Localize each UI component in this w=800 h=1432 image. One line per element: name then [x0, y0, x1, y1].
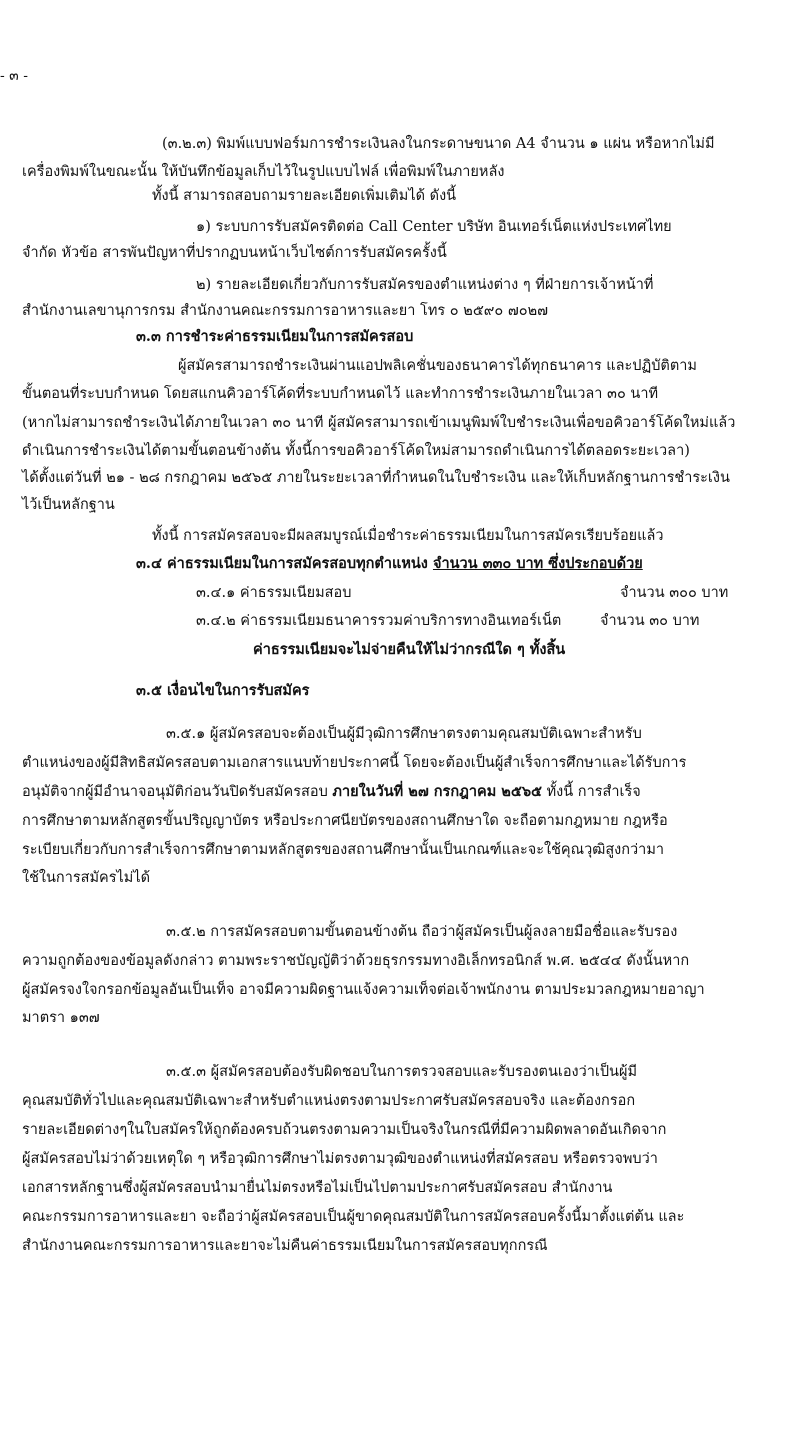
- inquiry-item-1-line-1: ๑) ระบบการรับสมัครติดต่อ Call Center บริษัท อินเทอร์เน็ตแห่งประเทศไทย: [196, 219, 672, 235]
- fee-nonrefundable-note: ค่าธรรมเนียมจะไม่จ่ายคืนให้ไม่ว่ากรณีใด ๆ ทั้งสิ้น: [253, 641, 566, 658]
- paragraph-3-5-2-line: ความถูกต้องของข้อมูลดังกล่าว ตามพระราชบัญญัติว่าด้วยธุรกรรมทางอิเล็กทรอนิกส์ พ.ศ. ๒๕๔๔ ดังนั้นหาก: [22, 953, 690, 969]
- paragraph-3-5-2-line: ๓.๕.๒ การสมัครสอบตามขั้นตอนข้างต้น ถือว่าผู้สมัครเป็นผู้ลงลายมือชื่อและรับรอง: [166, 924, 678, 940]
- inquiry-intro: ทั้งนี้ สามารถสอบถามรายละเอียดเพิ่มเติมได้ ดังนี้: [152, 188, 457, 204]
- paragraph-3-5-1-line: ระเบียบเกี่ยวกับการสำเร็จการศึกษาตามหลักสูตรของสถานศึกษานั้นเป็นเกณฑ์และจะใช้คุณวุฒิสูงกว่ามา: [22, 842, 665, 858]
- section-3-3-heading: ๓.๓ การชำระค่าธรรมเนียมในการสมัครสอบ: [136, 328, 414, 345]
- section-3-3-completion: ทั้งนี้ การสมัครสอบจะมีผลสมบูรณ์เมื่อชำระค่าธรรมเนียมในการสมัครเรียบร้อยแล้ว: [152, 528, 664, 544]
- paragraph-3-5-2-line: มาตรา ๑๓๗: [22, 1010, 100, 1026]
- application-deadline: ภายในวันที่ ๒๗ กรกฎาคม ๒๕๖๕: [332, 783, 543, 800]
- fee-item-label: ๓.๔.๒ ค่าธรรมเนียมธนาคารรวมค่าบริการทางอินเทอร์เน็ต: [196, 613, 562, 629]
- section-3-4-heading-amount: จำนวน ๓๓๐ บาท ซึ่งประกอบด้วย: [432, 555, 643, 572]
- paragraph-3-5-1-line: ๓.๕.๑ ผู้สมัครสอบจะต้องเป็นผู้มีวุฒิการศึกษาตรงตามคุณสมบัติเฉพาะสำหรับ: [166, 726, 642, 742]
- paragraph-3-5-1-line: ตำแหน่งของผู้มีสิทธิสมัครสอบตามเอกสารแนบท้ายประกาศนี้ โดยจะต้องเป็นผู้สำเร็จการศึกษาและได้รับการ: [22, 755, 687, 771]
- paragraph-3-5-3-line: รายละเอียดต่างๆในใบสมัครให้ถูกต้องครบถ้วนตรงตามความเป็นจริงในกรณีที่มีความผิดพลาดอันเกิดจาก: [22, 1122, 667, 1138]
- section-3-3-line: ได้ตั้งแต่วันที่ ๒๑ - ๒๘ กรกฎาคม ๒๕๖๕ ภายในระยะเวลาที่กำหนดในใบชำระเงิน และให้เก็บหลักฐานการชำระเงิน: [22, 470, 730, 486]
- inquiry-item-2-line-2: สำนักงานเลขานุการกรม สำนักงานคณะกรรมการอาหารและยา โทร ๐ ๒๕๙๐ ๗๐๒๗: [22, 303, 549, 319]
- page-number: - ๓ -: [0, 68, 28, 84]
- paragraph-3-5-1-line: [22, 782, 641, 802]
- inquiry-item-1-line-2: จำกัด หัวข้อ สารพันปัญหาที่ปรากฏบนหน้าเว็บไซต์การรับสมัครครั้งนี้: [22, 245, 447, 261]
- paragraph-3-5-1-text: อนุมัติจากผู้มีอำนาจอนุมัติก่อนวันปิดรับสมัครสอบ: [22, 784, 333, 800]
- paragraph-3-5-1-text: ทั้งนี้ การสำเร็จ: [542, 784, 641, 800]
- paragraph-3-2-3-line-2: เครื่องพิมพ์ในขณะนั้น ให้บันทึกข้อมูลเก็บไว้ในรูปแบบไฟล์ เพื่อพิมพ์ในภายหลัง: [22, 164, 505, 180]
- section-3-3-line: ผู้สมัครสามารถชำระเงินผ่านแอปพลิเคชั่นของธนาคารได้ทุกธนาคาร และปฏิบัติตาม: [178, 358, 697, 374]
- inquiry-item-2-line-1: ๒) รายละเอียดเกี่ยวกับการรับสมัครของตำแหน่งต่าง ๆ ที่ฝ่ายการเจ้าหน้าที่: [196, 277, 654, 293]
- paragraph-3-5-3-line: ๓.๕.๓ ผู้สมัครสอบต้องรับผิดชอบในการตรวจสอบและรับรองตนเองว่าเป็นผู้มี: [166, 1064, 638, 1080]
- paragraph-3-5-3-line: ผู้สมัครสอบไม่ว่าด้วยเหตุใด ๆ หรือวุฒิการศึกษาไม่ตรงตามวุฒิของตำแหน่งที่สมัครสอบ หรือตรวจพบว่า: [22, 1151, 658, 1167]
- section-3-5-heading: ๓.๕ เงื่อนไขในการรับสมัคร: [136, 682, 310, 699]
- fee-item-amount: จำนวน ๓๐ บาท: [600, 613, 700, 629]
- paragraph-3-2-3-line-1: (๓.๒.๓) พิมพ์แบบฟอร์มการชำระเงินลงในกระดาษขนาด A4 จำนวน ๑ แผ่น หรือหากไม่มี: [162, 136, 715, 152]
- section-3-4-heading: [136, 554, 643, 574]
- fee-item-amount: จำนวน ๓๐๐ บาท: [620, 585, 729, 601]
- paragraph-3-5-3-line: คณะกรรมการอาหารและยา จะถือว่าผู้สมัครสอบเป็นผู้ขาดคุณสมบัติในการสมัครสอบครั้งนี้มาตั้งแต่ต้น และ: [22, 1209, 685, 1225]
- section-3-3-line: ขั้นตอนที่ระบบกำหนด โดยสแกนคิวอาร์โค้ดที่ระบบกำหนดไว้ และทำการชำระเงินภายในเวลา ๓๐ นาที: [22, 386, 659, 402]
- paragraph-3-5-3-line: สำนักงานคณะกรรมการอาหารและยาจะไม่คืนค่าธรรมเนียมในการสมัครสอบทุกกรณี: [22, 1238, 548, 1254]
- section-3-3-line: ไว้เป็นหลักฐาน: [22, 497, 115, 513]
- section-3-3-line: ดำเนินการชำระเงินได้ตามขั้นตอนข้างต้น ทั้งนี้การขอคิวอาร์โค้ดใหม่สามารถดำเนินการได้ตลอดระยะเวลา): [22, 443, 690, 459]
- paragraph-3-5-3-line: เอกสารหลักฐานซึ่งผู้สมัครสอบนำมายื่นไม่ตรงหรือไม่เป็นไปตามประกาศรับสมัครสอบ สำนักงาน: [22, 1180, 613, 1196]
- paragraph-3-5-1-line: การศึกษาตามหลักสูตรขั้นปริญญาบัตร หรือประกาศนียบัตรของสถานศึกษาใด จะถือตามกฎหมาย กฎหรือ: [22, 813, 668, 829]
- paragraph-3-5-3-line: คุณสมบัติทั่วไปและคุณสมบัติเฉพาะสำหรับตำแหน่งตรงตามประกาศรับสมัครสอบจริง และต้องกรอก: [22, 1093, 636, 1109]
- paragraph-3-5-2-line: ผู้สมัครจงใจกรอกข้อมูลอันเป็นเท็จ อาจมีความผิดฐานแจ้งความเท็จต่อเจ้าพนักงาน ตามประมวลกฎหมายอาญา: [22, 982, 705, 998]
- paragraph-3-5-1-line: ใช้ในการสมัครไม่ได้: [22, 870, 151, 886]
- section-3-3-line: (หากไม่สามารถชำระเงินได้ภายในเวลา ๓๐ นาที ผู้สมัครสามารถเข้าเมนูพิมพ์ใบชำระเงินเพื่อขอคิวอาร์โค้ดใหม่แล้ว: [22, 415, 736, 431]
- fee-item-label: ๓.๔.๑ ค่าธรรมเนียมสอบ: [196, 585, 352, 601]
- section-3-4-heading-text: ๓.๔ ค่าธรรมเนียมในการสมัครสอบทุกตำแหน่ง: [136, 555, 428, 572]
